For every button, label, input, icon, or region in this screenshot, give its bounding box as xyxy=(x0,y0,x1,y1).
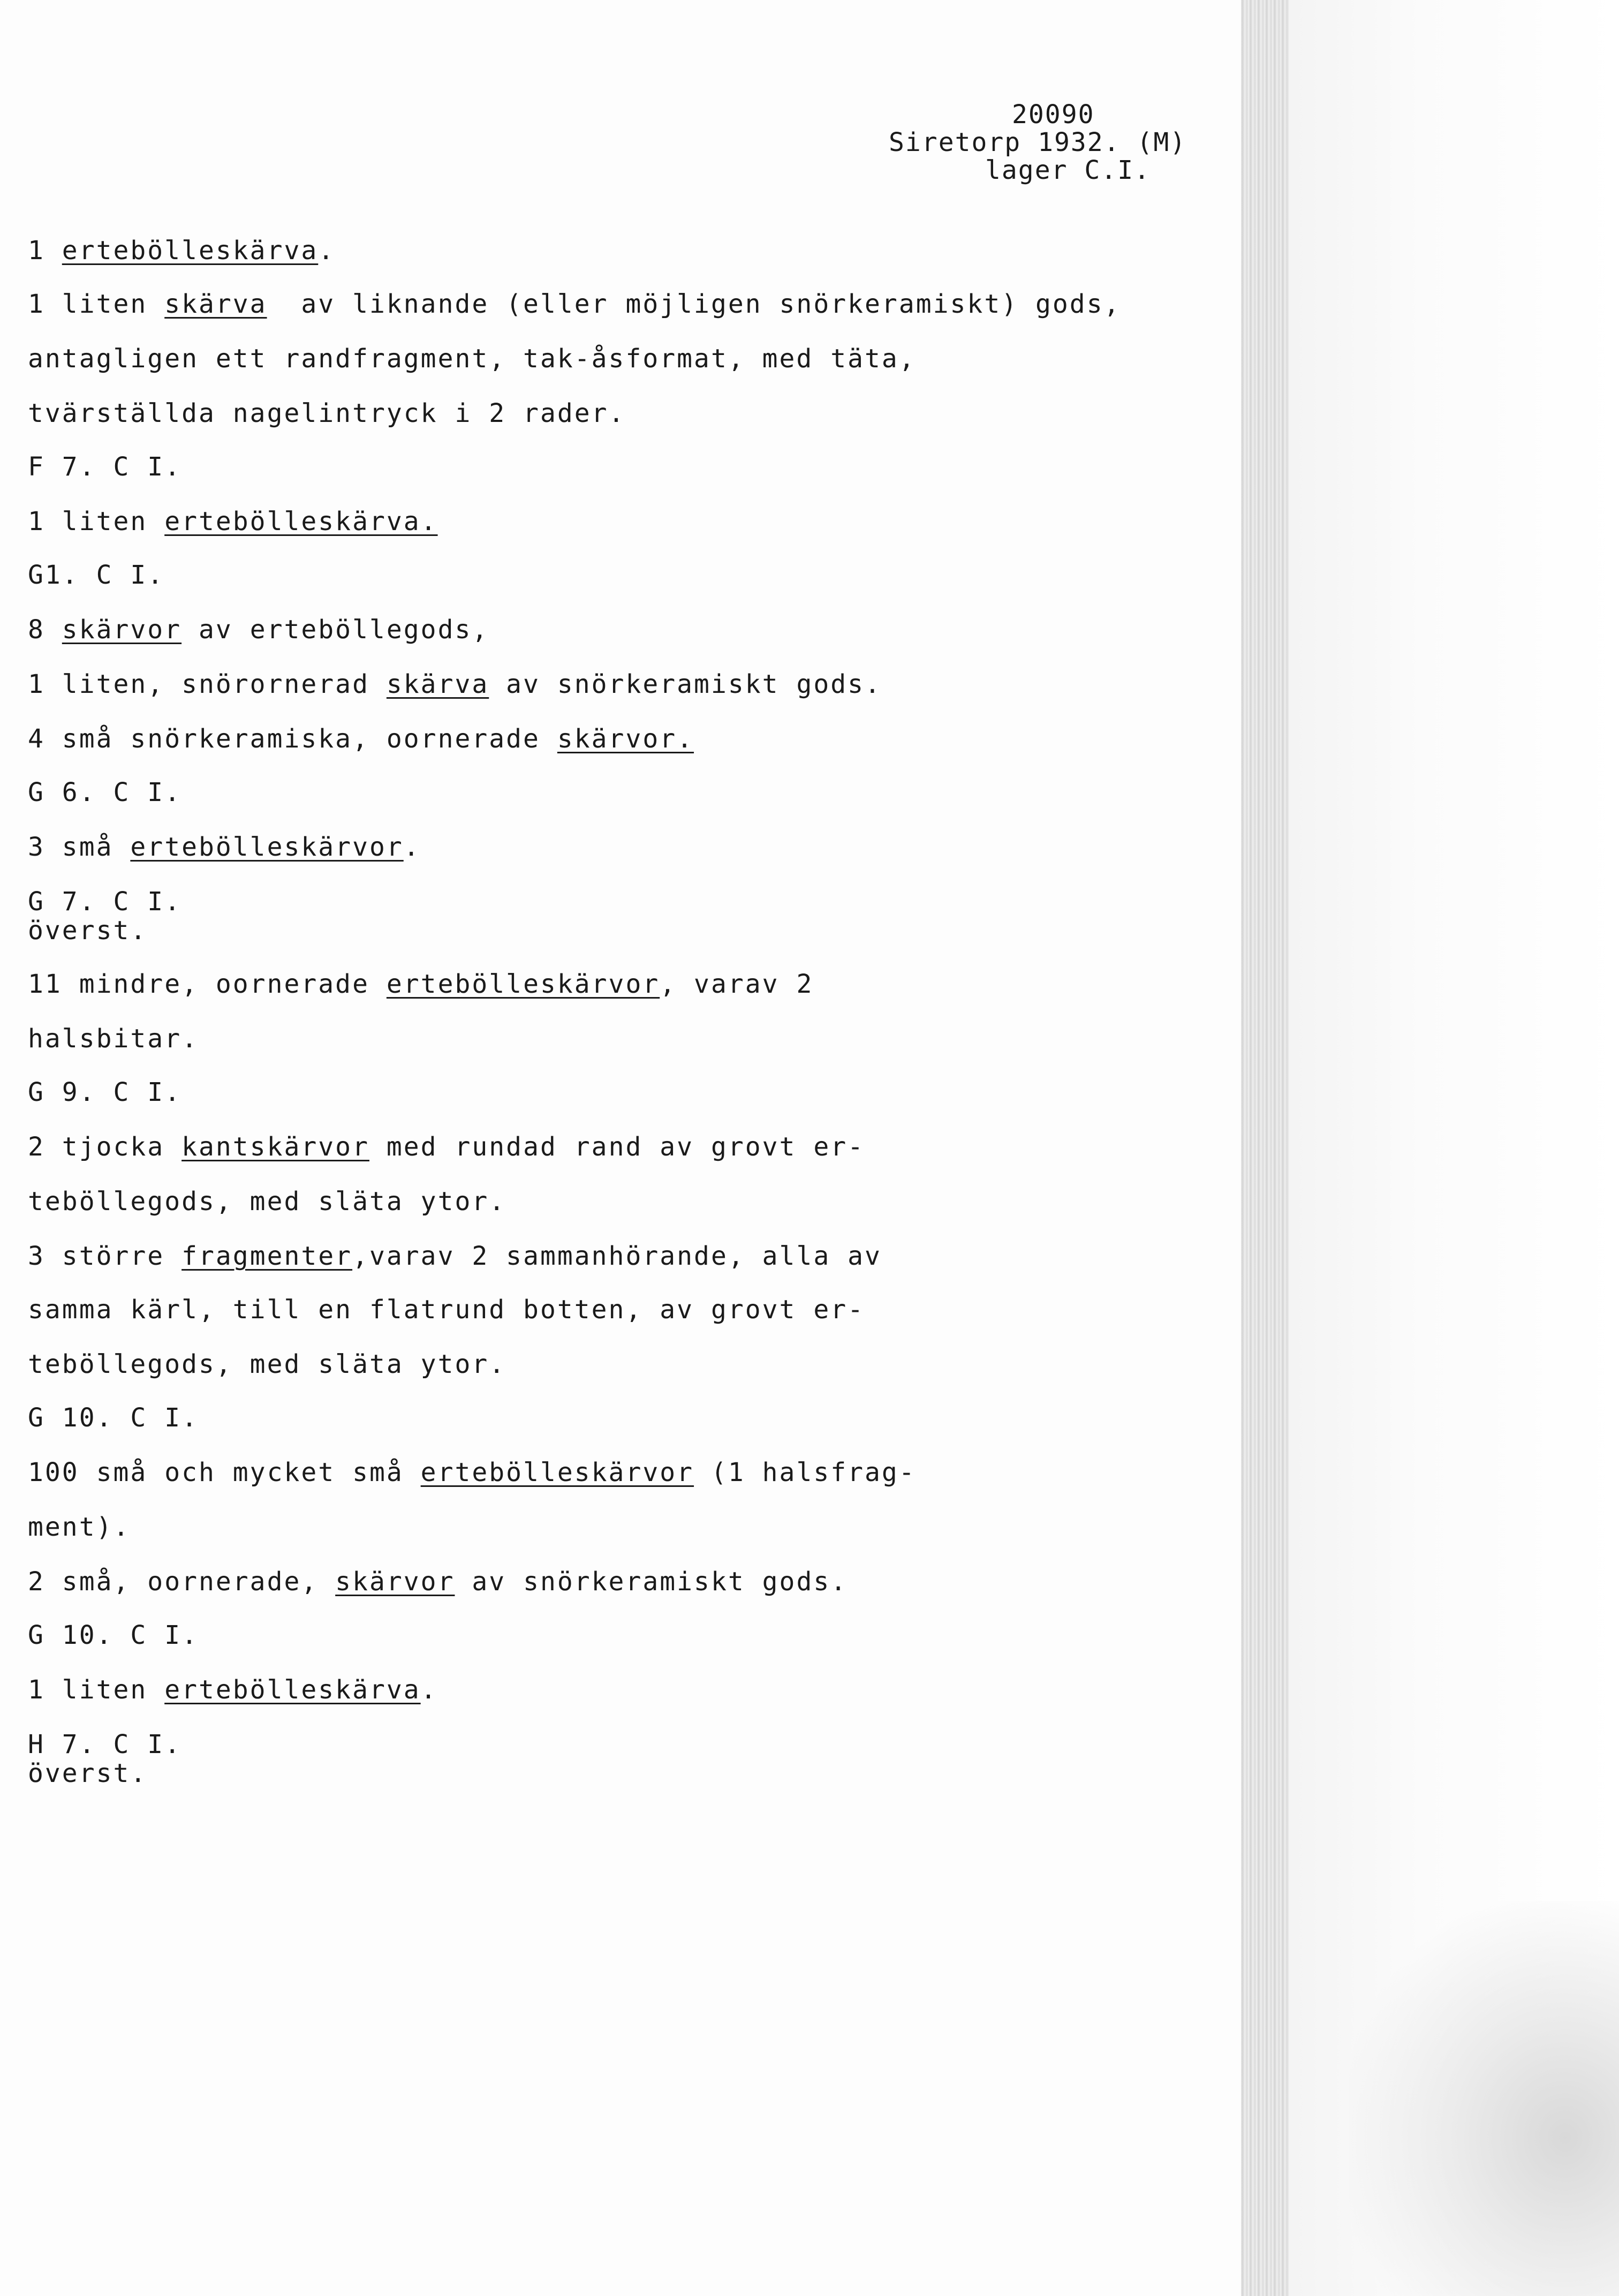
text-line xyxy=(28,1513,130,1541)
text-line xyxy=(28,1676,438,1704)
line-text: 1 liten, snörornerad xyxy=(28,669,387,699)
catalog-number: 20090 xyxy=(1012,100,1095,130)
text-line xyxy=(28,970,813,998)
layer-label: lager C.I. xyxy=(985,155,1151,185)
text-line xyxy=(28,616,489,644)
line-text: av liknande (eller möjligen snörkeramiskt) gods, xyxy=(267,289,1121,319)
text-line xyxy=(28,453,181,481)
text-line xyxy=(28,1242,882,1270)
text-line xyxy=(28,1404,199,1432)
line-text: (1 halsfrag- xyxy=(694,1457,916,1487)
site-name: Siretorp 1932. (M) xyxy=(889,127,1187,157)
underlined-term: skärvor. xyxy=(557,724,694,754)
line-text: . xyxy=(420,1675,438,1705)
underlined-term: ertebölleskärvor xyxy=(420,1457,694,1487)
line-text: 2 tjocka xyxy=(28,1132,182,1162)
underlined-term: ertebölleskärvor xyxy=(386,969,660,999)
line-text: . xyxy=(403,832,421,862)
underlined-term: kantskärvor xyxy=(181,1132,369,1162)
line-text: 1 liten xyxy=(28,507,165,537)
line-text: antagligen ett randfragment, tak-åsformat, med täta, xyxy=(28,344,916,374)
text-line xyxy=(28,1731,181,1758)
underlined-term: skärvor xyxy=(62,615,182,645)
text-line xyxy=(28,1296,865,1324)
line-text: överst. xyxy=(28,1758,148,1788)
line-text: , varav 2 xyxy=(660,969,814,999)
text-line xyxy=(28,1025,199,1053)
line-text: G 9. C I. xyxy=(28,1077,182,1107)
underlined-term: ertebölleskärva. xyxy=(164,507,438,537)
line-text: 1 liten xyxy=(28,1675,165,1705)
line-text: 4 små snörkeramiska, oornerade xyxy=(28,724,557,754)
line-text: teböllegods, med släta ytor. xyxy=(28,1187,506,1217)
line-text: 1 xyxy=(28,236,62,266)
underlined-term: skärva xyxy=(386,669,489,699)
text-line xyxy=(28,345,916,373)
text-line xyxy=(28,1350,506,1378)
line-text: G 7. C I. xyxy=(28,887,182,917)
text-line xyxy=(28,779,181,806)
line-text: av snörkeramiskt gods. xyxy=(489,669,882,699)
text-line xyxy=(28,290,1121,318)
line-text: F 7. C I. xyxy=(28,452,182,482)
line-text: med rundad rand av grovt er- xyxy=(369,1132,865,1162)
line-text: 3 större xyxy=(28,1241,182,1271)
text-line xyxy=(28,1621,199,1649)
text-line xyxy=(28,833,421,861)
line-text: 3 små xyxy=(28,832,131,862)
line-text: 8 xyxy=(28,615,62,645)
line-text: G 10. C I. xyxy=(28,1403,199,1433)
text-line xyxy=(28,670,882,698)
text-line xyxy=(28,1568,848,1596)
line-text: överst. xyxy=(28,916,148,946)
text-line xyxy=(28,399,625,427)
text-line xyxy=(28,888,181,916)
page-binding-edge xyxy=(1241,0,1289,2296)
text-line xyxy=(28,237,335,265)
underlined-term: ertebölleskärva xyxy=(62,236,319,266)
line-text: 1 liten xyxy=(28,289,165,319)
line-text: ,varav 2 sammanhörande, alla av xyxy=(352,1241,882,1271)
line-text: 11 mindre, oornerade xyxy=(28,969,387,999)
line-text: G1. C I. xyxy=(28,560,165,590)
underlined-term: skärva xyxy=(164,289,267,319)
line-text: samma kärl, till en flatrund botten, av grovt er- xyxy=(28,1295,865,1325)
line-text: 100 små och mycket små xyxy=(28,1457,421,1487)
text-line xyxy=(28,1133,865,1161)
line-text: ment). xyxy=(28,1512,131,1542)
underlined-term: ertebölleskärva xyxy=(164,1675,421,1705)
line-text: teböllegods, med släta ytor. xyxy=(28,1349,506,1379)
text-line xyxy=(28,1078,181,1106)
underlined-term: skärvor xyxy=(335,1567,455,1597)
line-text: H 7. C I. xyxy=(28,1729,182,1759)
line-text: G 6. C I. xyxy=(28,777,182,807)
underlined-term: fragmenter xyxy=(181,1241,353,1271)
text-line xyxy=(28,917,147,945)
line-text: 2 små, oornerade, xyxy=(28,1567,336,1597)
scan-smudge xyxy=(1349,1901,1619,2296)
text-line xyxy=(28,725,694,753)
text-line xyxy=(28,1188,506,1215)
underlined-term: ertebölleskärvor xyxy=(130,832,404,862)
text-line xyxy=(28,1459,916,1486)
text-line xyxy=(28,508,438,535)
text-line xyxy=(28,561,164,589)
line-text: . xyxy=(318,236,336,266)
line-text: av snörkeramiskt gods. xyxy=(455,1567,848,1597)
text-line xyxy=(28,1759,147,1787)
line-text: halsbitar. xyxy=(28,1024,199,1054)
line-text: av erteböllegods, xyxy=(181,615,489,645)
document-header xyxy=(867,101,1242,184)
line-text: G 10. C I. xyxy=(28,1620,199,1650)
line-text: tvärställda nagelintryck i 2 rader. xyxy=(28,398,626,428)
